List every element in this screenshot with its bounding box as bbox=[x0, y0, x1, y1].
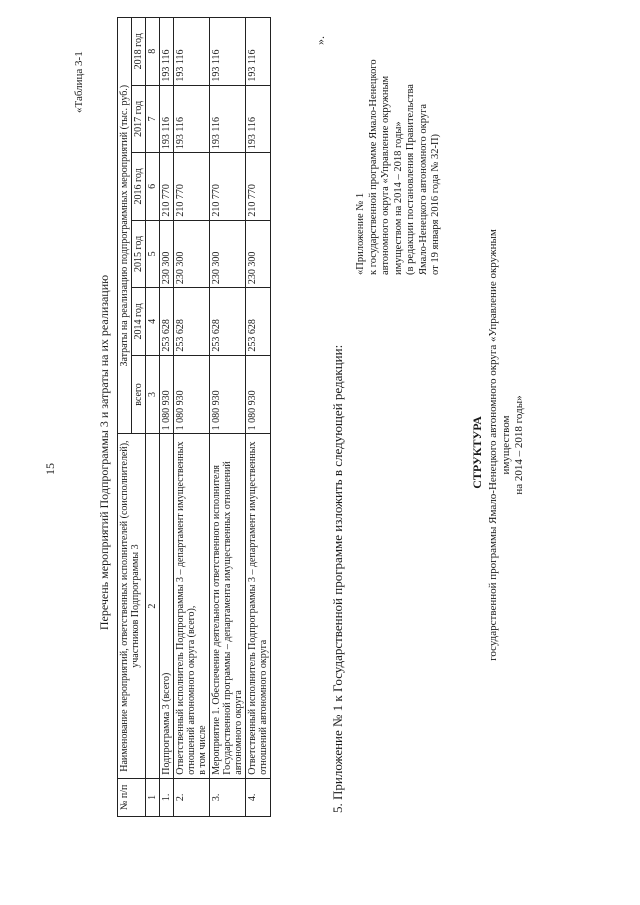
row-value: 230 300 bbox=[246, 220, 271, 288]
table-row bbox=[174, 18, 210, 817]
appendix-title: «Приложение № 1 bbox=[355, 192, 366, 275]
row-value: 193 116 bbox=[174, 85, 210, 153]
table-row bbox=[210, 18, 246, 817]
row-value: 253 628 bbox=[160, 288, 174, 356]
row-name: Подпрограмма 3 (всего) bbox=[160, 434, 174, 778]
row-value: 230 300 bbox=[160, 220, 174, 288]
row-value: 193 116 bbox=[210, 18, 246, 86]
row-total: 1 080 930 bbox=[160, 355, 174, 434]
index-cell: 3 bbox=[146, 355, 160, 434]
index-cell: 8 bbox=[146, 18, 160, 86]
row-value: 193 116 bbox=[160, 85, 174, 153]
structure-heading: СТРУКТУРА bbox=[470, 416, 484, 489]
row-value: 193 116 bbox=[246, 18, 271, 86]
row-num: 2. bbox=[174, 778, 210, 816]
table-row bbox=[246, 18, 271, 817]
row-total: 1 080 930 bbox=[210, 355, 246, 434]
structure-subtitle bbox=[487, 225, 526, 665]
index-cell: 6 bbox=[146, 153, 160, 221]
index-cell: 4 bbox=[146, 288, 160, 356]
row-name: Ответственный исполнитель Подпрограммы 3 – департамент имущественных отношений автономного округа bbox=[246, 434, 271, 778]
index-row bbox=[146, 18, 160, 817]
col-header-num: № п/п bbox=[118, 778, 146, 816]
page-number: 15 bbox=[43, 463, 57, 475]
appendix-block bbox=[355, 25, 443, 275]
appendix-line: к государственной программе Ямало-Ненецкого bbox=[367, 59, 379, 275]
index-cell: 5 bbox=[146, 220, 160, 288]
col-header-costs: Затраты на реализацию подпрограммных мероприятий (тыс. руб.) bbox=[118, 18, 132, 434]
row-num: 1. bbox=[160, 778, 174, 816]
row-name: Мероприятие 1. Обеспечение деятельности ответственного исполнителя Государственной программы – департамента имущественных отношений автономного округа bbox=[210, 434, 246, 778]
row-num: 4. bbox=[246, 778, 271, 816]
section-heading: 5. Приложение № 1 к Государственной программе изложить в следующей редакции: bbox=[330, 344, 345, 813]
row-name-cell bbox=[174, 434, 210, 778]
row-value: 210 770 bbox=[174, 153, 210, 221]
row-total: 1 080 930 bbox=[174, 355, 210, 434]
row-value: 253 628 bbox=[210, 288, 246, 356]
row-total: 1 080 930 bbox=[246, 355, 271, 434]
closing-quote: ». bbox=[313, 36, 327, 45]
row-value: 210 770 bbox=[246, 153, 271, 221]
row-name: Ответственный исполнитель Подпрограммы 3 – департамент имущественных отношений автономного округа (всего), bbox=[175, 441, 197, 775]
row-value: 253 628 bbox=[246, 288, 271, 356]
row-value: 253 628 bbox=[174, 288, 210, 356]
structure-subtitle-line: на 2014 – 2018 годы» bbox=[513, 395, 525, 495]
col-header-year: 2017 год bbox=[132, 85, 146, 153]
col-header-total: всего bbox=[132, 355, 146, 434]
appendix-line: имуществом на 2014 – 2018 годы» bbox=[392, 121, 404, 275]
structure-subtitle-line: государственной программы Ямало-Ненецкого автономного округа «Управление окружным имуществом bbox=[487, 229, 512, 661]
col-header-name: Наименование мероприятий, ответственных исполнителей (соисполнителей), участников Подпрограммы 3 bbox=[118, 434, 146, 778]
col-header-year: 2016 год bbox=[132, 153, 146, 221]
appendix-line: (в редакции постановления Правительства bbox=[405, 84, 416, 275]
row-value: 210 770 bbox=[210, 153, 246, 221]
index-cell: 1 bbox=[146, 778, 160, 816]
col-header-year: 2014 год bbox=[132, 288, 146, 356]
row-value: 193 116 bbox=[246, 85, 271, 153]
col-header-year: 2018 год bbox=[132, 18, 146, 86]
table-title: Перечень мероприятий Подпрограммы 3 и затраты на их реализацию bbox=[97, 274, 111, 631]
row-value: 193 116 bbox=[210, 85, 246, 153]
table-row bbox=[160, 18, 174, 817]
col-header-year: 2015 год bbox=[132, 220, 146, 288]
appendix-line: Ямало-Ненецкого автономного округа bbox=[417, 103, 429, 275]
row-value: 193 116 bbox=[174, 18, 210, 86]
table-reference: «Таблица 3-1 bbox=[73, 51, 85, 113]
appendix-line: автономного округа «Управление окружным bbox=[380, 75, 391, 275]
row-name-extra: в том числе bbox=[197, 725, 208, 775]
row-value: 230 300 bbox=[210, 220, 246, 288]
index-cell: 2 bbox=[146, 434, 160, 778]
row-value: 210 770 bbox=[160, 153, 174, 221]
costs-table bbox=[117, 17, 271, 817]
row-value: 193 116 bbox=[160, 18, 174, 86]
index-cell: 7 bbox=[146, 85, 160, 153]
appendix-line: от 19 января 2016 года № 32-П) bbox=[430, 133, 441, 275]
row-value: 230 300 bbox=[174, 220, 210, 288]
row-num: 3. bbox=[210, 778, 246, 816]
